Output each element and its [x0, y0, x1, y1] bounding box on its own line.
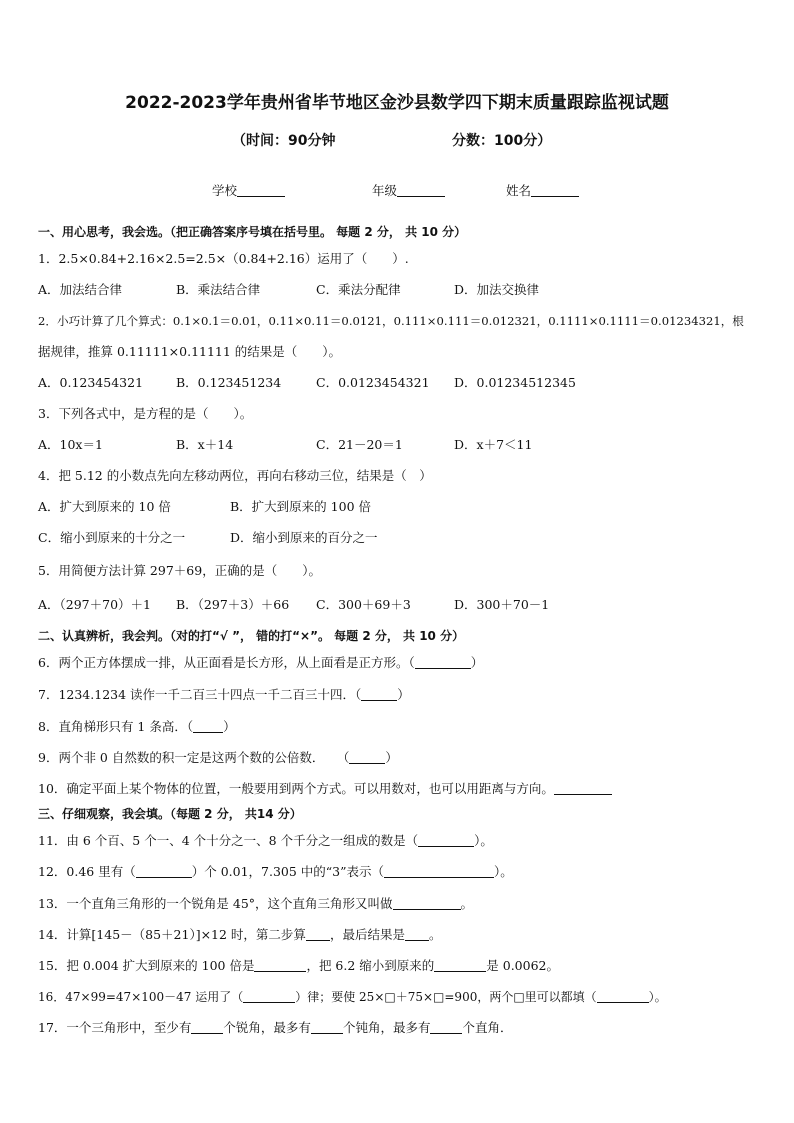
q3-stem: 3．下列各式中，是方程的是（ ）。	[38, 406, 253, 421]
q9-text: 9．两个非 0 自然数的积一定是这两个数的公倍数． （	[38, 750, 350, 765]
q7-line	[38, 687, 410, 703]
q14-text-b: ，最后结果是	[329, 927, 405, 942]
q6-line	[38, 655, 483, 671]
q4-option-a: A．扩大到原来的 10 倍	[38, 499, 171, 514]
q7-text: 7．1234.1234 读作一千二百三十四点一千二百三十四．（	[38, 687, 362, 702]
grade-label: 年级	[372, 183, 398, 198]
q5-option-b: B．（297＋3）＋66	[176, 597, 290, 612]
q1-stem: 1．2.5×0.84+2.16×2.5=2.5×（0.84+2.16）运用了（ ）.	[38, 251, 409, 266]
name-field	[506, 181, 579, 199]
q8-text: 8．直角梯形只有 1 条高．（	[38, 719, 194, 734]
q6-text: 6．两个正方体摆成一排，从正面看是长方形，从上面看是正方形。（	[38, 655, 415, 670]
q6-blank[interactable]	[415, 656, 471, 669]
q9-line	[38, 750, 398, 766]
section-1-heading: 一、用心思考，我会选。（把正确答案序号填在括号里。 每题 2 分， 共 10 分）	[38, 225, 467, 239]
q12-text-a: 12．0.46 里有（	[38, 864, 136, 879]
q1-option-a: A．加法结合律	[38, 282, 123, 297]
q8-line	[38, 719, 236, 735]
q3-option-d: D．x＋7＜11	[454, 437, 533, 452]
q13-text-a: 13．一个直角三角形的一个锐角是 45°，这个直角三角形又叫做	[38, 896, 393, 911]
q17-line	[38, 1020, 512, 1036]
q13-blank[interactable]	[393, 897, 461, 910]
q12-text-c: ）。	[494, 864, 513, 879]
q17-text-a: 17．一个三角形中，至少有	[38, 1020, 192, 1035]
q13-text-b: 。	[460, 896, 474, 911]
q5-stem: 5．用简便方法计算 297＋69，正确的是（ ）。	[38, 563, 321, 578]
q17-blank-2[interactable]	[311, 1021, 343, 1034]
q13-line	[38, 896, 473, 912]
grade-field	[372, 181, 445, 199]
q4-option-d: D．缩小到原来的百分之一	[230, 530, 378, 545]
q11-line	[38, 833, 493, 849]
school-label: 学校	[212, 183, 238, 198]
q17-text-c: 个钝角，最多有	[342, 1020, 431, 1035]
q14-blank-1[interactable]	[306, 928, 330, 941]
grade-blank[interactable]	[397, 184, 445, 197]
school-blank[interactable]	[237, 184, 285, 197]
q4-option-c: C．缩小到原来的十分之一	[38, 530, 186, 545]
q11-blank[interactable]	[418, 834, 474, 847]
q12-blank-2[interactable]	[384, 865, 494, 878]
q9-blank[interactable]	[349, 751, 385, 764]
q12-blank-1[interactable]	[136, 865, 192, 878]
exam-time: （时间：90分钟	[232, 133, 336, 149]
q15-text-b: ，把 6.2 缩小到原来的	[306, 958, 435, 973]
q4-stem: 4．把 5.12 的小数点先向左移动两位，再向右移动三位，结果是（ ）	[38, 468, 432, 483]
q16-text-b: ）律；要使 25×□＋75×□=900，两个□里可以都填（	[295, 990, 597, 1004]
q5-option-c: C．300＋69＋3	[316, 597, 411, 612]
q15-line	[38, 958, 559, 974]
q1-option-d: D．加法交换律	[454, 282, 540, 297]
q11-end: ）。	[474, 833, 493, 848]
q16-blank-2[interactable]	[597, 990, 649, 1003]
q10-text: 10．确定平面上某个物体的位置，一般要用到两个方式。可以用数对，也可以用距离与方向。	[38, 781, 554, 796]
q12-text-b: ）个 0.01，7.305 中的“3”表示（	[191, 864, 385, 879]
q17-blank-1[interactable]	[191, 1021, 223, 1034]
q17-text-d: 个直角．	[462, 1020, 513, 1035]
exam-score: 分数：100分）	[452, 133, 552, 149]
school-field	[212, 181, 285, 199]
q3-option-c: C．21－20＝1	[316, 437, 403, 452]
exam-title: 2022-2023学年贵州省毕节地区金沙县数学四下期末质量跟踪监视试题	[125, 93, 669, 113]
q2-stem-line1: 2．小巧计算了几个算式：0.1×0.1＝0.01，0.11×0.11＝0.0121，0.111×0.111＝0.012321，0.1111×0.1111＝0.01234321，根	[38, 314, 744, 328]
q1-option-c: C．乘法分配律	[316, 282, 401, 297]
q2-option-b: B．0.123451234	[176, 375, 282, 390]
name-label: 姓名	[506, 183, 532, 198]
q8-blank[interactable]	[193, 720, 223, 733]
q11-text: 11．由 6 个百、5 个一、4 个十分之一、8 个千分之一组成的数是（	[38, 833, 419, 848]
q7-blank[interactable]	[361, 688, 397, 701]
q16-text-a: 16．47×99=47×100－47 运用了（	[38, 990, 244, 1004]
q16-blank-1[interactable]	[243, 990, 295, 1003]
q3-option-b: B．x＋14	[176, 437, 234, 452]
q2-option-d: D．0.01234512345	[454, 375, 576, 390]
q3-option-a: A．10x＝1	[38, 437, 103, 452]
q15-text-a: 15．把 0.004 扩大到原来的 100 倍是	[38, 958, 255, 973]
name-blank[interactable]	[531, 184, 579, 197]
q16-line	[38, 989, 667, 1005]
q8-end: ）	[223, 719, 236, 734]
q17-text-b: 个锐角，最多有	[223, 1020, 311, 1035]
q2-option-c: C．0.0123454321	[316, 375, 430, 390]
q14-line	[38, 927, 441, 943]
q14-text-a: 14．计算[145－（85＋21）]×12 时，第二步算	[38, 927, 306, 942]
q7-end: ）	[397, 687, 410, 702]
q1-option-b: B．乘法结合律	[176, 282, 261, 297]
q14-text-c: 。	[428, 927, 442, 942]
q4-option-b: B．扩大到原来的 100 倍	[230, 499, 371, 514]
q14-blank-2[interactable]	[405, 928, 429, 941]
q15-blank-1[interactable]	[254, 959, 306, 972]
q10-line	[38, 781, 612, 797]
q10-blank[interactable]	[554, 782, 612, 795]
section-2-heading: 二、认真辨析，我会判。（对的打“√ ”， 错的打“×”。 每题 2 分， 共 10 分）	[38, 629, 465, 643]
section-3-heading: 三、仔细观察，我会填。（每题 2 分， 共14 分）	[38, 807, 302, 821]
q5-option-d: D．300＋70－1	[454, 597, 550, 612]
q15-blank-2[interactable]	[434, 959, 486, 972]
q6-end: ）	[470, 655, 484, 670]
q2-option-a: A．0.123454321	[38, 375, 144, 390]
q17-blank-3[interactable]	[430, 1021, 462, 1034]
q9-end: ）	[385, 750, 398, 765]
q12-line	[38, 864, 513, 880]
q2-stem-line2: 据规律，推算 0.11111×0.11111 的结果是（ ）。	[38, 344, 342, 359]
q16-text-c: ）。	[648, 990, 667, 1004]
q5-option-a: A．（297＋70）＋1	[38, 597, 151, 612]
q15-text-c: 是 0.0062。	[486, 958, 559, 973]
